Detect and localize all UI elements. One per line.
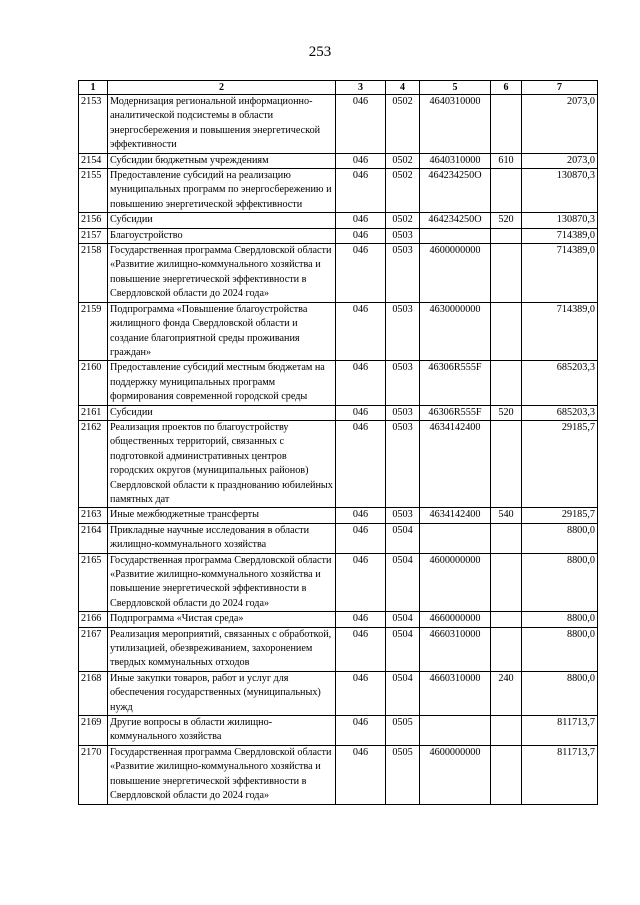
row-amount: 8800,0 xyxy=(522,523,598,553)
budget-table xyxy=(78,80,598,805)
row-ministry-code: 046 xyxy=(336,405,386,420)
row-target-code: 464234250О xyxy=(420,169,491,213)
row-section-code: 0503 xyxy=(386,228,420,243)
table-row xyxy=(79,612,598,627)
row-expense-type xyxy=(491,302,522,361)
row-ministry-code: 046 xyxy=(336,361,386,405)
table-row xyxy=(79,627,598,671)
row-section-code: 0504 xyxy=(386,627,420,671)
row-target-code: 46306R555F xyxy=(420,361,491,405)
row-ministry-code: 046 xyxy=(336,523,386,553)
table-row xyxy=(79,508,598,523)
row-amount: 2073,0 xyxy=(522,153,598,168)
row-target-code: 4600000000 xyxy=(420,553,491,612)
table-row xyxy=(79,405,598,420)
row-ministry-code: 046 xyxy=(336,745,386,804)
row-name: Предоставление субсидий местным бюджетам на поддержку муниципальных программ формирования современной городской среды xyxy=(108,361,336,405)
row-name: Иные межбюджетные трансферты xyxy=(108,508,336,523)
table-row xyxy=(79,420,598,507)
row-section-code: 0502 xyxy=(386,153,420,168)
table-row xyxy=(79,95,598,154)
row-target-code: 4600000000 xyxy=(420,244,491,303)
row-number: 2159 xyxy=(79,302,108,361)
row-name: Благоустройство xyxy=(108,228,336,243)
row-number: 2155 xyxy=(79,169,108,213)
column-header: 4 xyxy=(386,81,420,95)
table-row xyxy=(79,553,598,612)
row-section-code: 0505 xyxy=(386,716,420,746)
row-name: Прикладные научные исследования в области жилищно-коммунального хозяйства xyxy=(108,523,336,553)
table-row xyxy=(79,302,598,361)
row-number: 2166 xyxy=(79,612,108,627)
row-expense-type xyxy=(491,523,522,553)
row-section-code: 0503 xyxy=(386,508,420,523)
table-row xyxy=(79,361,598,405)
row-section-code: 0503 xyxy=(386,405,420,420)
column-header: 2 xyxy=(108,81,336,95)
row-target-code: 4600000000 xyxy=(420,745,491,804)
row-number: 2167 xyxy=(79,627,108,671)
row-section-code: 0504 xyxy=(386,523,420,553)
row-ministry-code: 046 xyxy=(336,95,386,154)
row-target-code xyxy=(420,523,491,553)
row-amount: 811713,7 xyxy=(522,716,598,746)
row-ministry-code: 046 xyxy=(336,302,386,361)
row-name: Субсидии xyxy=(108,213,336,228)
column-header: 1 xyxy=(79,81,108,95)
row-amount: 714389,0 xyxy=(522,302,598,361)
row-section-code: 0505 xyxy=(386,745,420,804)
row-section-code: 0502 xyxy=(386,213,420,228)
row-target-code: 46306R555F xyxy=(420,405,491,420)
row-target-code xyxy=(420,228,491,243)
row-name: Реализация проектов по благоустройству общественных территорий, связанных с подготовкой административных центров городских округов (муниципальных районов) Свердловской области к празднованию юбилейных памятных дат xyxy=(108,420,336,507)
table-row xyxy=(79,153,598,168)
row-number: 2153 xyxy=(79,95,108,154)
table-row xyxy=(79,745,598,804)
row-amount: 8800,0 xyxy=(522,553,598,612)
row-number: 2156 xyxy=(79,213,108,228)
row-amount: 714389,0 xyxy=(522,244,598,303)
row-expense-type xyxy=(491,228,522,243)
row-section-code: 0504 xyxy=(386,671,420,715)
row-ministry-code: 046 xyxy=(336,508,386,523)
row-target-code: 4660000000 xyxy=(420,612,491,627)
row-amount: 8800,0 xyxy=(522,627,598,671)
column-header: 6 xyxy=(491,81,522,95)
row-expense-type xyxy=(491,244,522,303)
row-expense-type xyxy=(491,361,522,405)
row-ministry-code: 046 xyxy=(336,228,386,243)
row-amount: 685203,3 xyxy=(522,361,598,405)
row-expense-type: 610 xyxy=(491,153,522,168)
row-expense-type xyxy=(491,716,522,746)
row-amount: 130870,3 xyxy=(522,169,598,213)
row-expense-type xyxy=(491,627,522,671)
row-amount: 8800,0 xyxy=(522,612,598,627)
column-header: 5 xyxy=(420,81,491,95)
table-body xyxy=(79,95,598,805)
row-name: Субсидии бюджетным учреждениям xyxy=(108,153,336,168)
row-number: 2163 xyxy=(79,508,108,523)
row-amount: 29185,7 xyxy=(522,420,598,507)
row-number: 2165 xyxy=(79,553,108,612)
row-expense-type: 540 xyxy=(491,508,522,523)
row-target-code: 4640310000 xyxy=(420,95,491,154)
row-expense-type xyxy=(491,745,522,804)
row-number: 2162 xyxy=(79,420,108,507)
row-target-code: 4630000000 xyxy=(420,302,491,361)
row-ministry-code: 046 xyxy=(336,716,386,746)
row-amount: 811713,7 xyxy=(522,745,598,804)
row-expense-type xyxy=(491,169,522,213)
row-ministry-code: 046 xyxy=(336,627,386,671)
table-row xyxy=(79,671,598,715)
row-target-code: 4640310000 xyxy=(420,153,491,168)
row-expense-type xyxy=(491,553,522,612)
row-section-code: 0504 xyxy=(386,612,420,627)
table-row xyxy=(79,523,598,553)
column-header: 3 xyxy=(336,81,386,95)
page-number: 253 xyxy=(308,44,332,60)
row-name: Иные закупки товаров, работ и услуг для обеспечения государственных (муниципальных) нужд xyxy=(108,671,336,715)
row-ministry-code: 046 xyxy=(336,169,386,213)
row-section-code: 0503 xyxy=(386,302,420,361)
table-row xyxy=(79,716,598,746)
row-name: Модернизация региональной информационно-аналитической подсистемы в области энергосбережения и повышения энергетической эффективности xyxy=(108,95,336,154)
row-amount: 29185,7 xyxy=(522,508,598,523)
row-amount: 2073,0 xyxy=(522,95,598,154)
row-section-code: 0502 xyxy=(386,95,420,154)
table-row xyxy=(79,244,598,303)
row-ministry-code: 046 xyxy=(336,244,386,303)
row-name: Реализация мероприятий, связанных с обработкой, утилизацией, обезвреживанием, захоронением твердых коммунальных отходов xyxy=(108,627,336,671)
row-expense-type: 240 xyxy=(491,671,522,715)
row-target-code: 4634142400 xyxy=(420,420,491,507)
row-expense-type xyxy=(491,420,522,507)
row-name: Государственная программа Свердловской области «Развитие жилищно-коммунального хозяйства и повышение энергетической эффективности в Свердловской области до 2024 года» xyxy=(108,553,336,612)
row-expense-type: 520 xyxy=(491,405,522,420)
row-ministry-code: 046 xyxy=(336,612,386,627)
row-target-code: 4660310000 xyxy=(420,627,491,671)
row-amount: 714389,0 xyxy=(522,228,598,243)
row-ministry-code: 046 xyxy=(336,671,386,715)
row-number: 2161 xyxy=(79,405,108,420)
row-name: Субсидии xyxy=(108,405,336,420)
row-number: 2169 xyxy=(79,716,108,746)
row-name: Подпрограмма «Чистая среда» xyxy=(108,612,336,627)
row-ministry-code: 046 xyxy=(336,153,386,168)
row-number: 2157 xyxy=(79,228,108,243)
row-ministry-code: 046 xyxy=(336,420,386,507)
row-expense-type xyxy=(491,95,522,154)
row-name: Другие вопросы в области жилищно-коммунального хозяйства xyxy=(108,716,336,746)
row-name: Подпрограмма «Повышение благоустройства жилищного фонда Свердловской области и создание благоприятной среды проживания граждан» xyxy=(108,302,336,361)
row-section-code: 0503 xyxy=(386,420,420,507)
column-header: 7 xyxy=(522,81,598,95)
row-ministry-code: 046 xyxy=(336,213,386,228)
row-name: Предоставление субсидий на реализацию муниципальных программ по энергосбережению и повышению энергетической эффективности xyxy=(108,169,336,213)
row-target-code xyxy=(420,716,491,746)
row-amount: 130870,3 xyxy=(522,213,598,228)
row-target-code: 464234250О xyxy=(420,213,491,228)
table-row xyxy=(79,169,598,213)
row-section-code: 0503 xyxy=(386,361,420,405)
row-amount: 685203,3 xyxy=(522,405,598,420)
row-expense-type: 520 xyxy=(491,213,522,228)
row-section-code: 0504 xyxy=(386,553,420,612)
row-number: 2170 xyxy=(79,745,108,804)
row-ministry-code: 046 xyxy=(336,553,386,612)
row-section-code: 0503 xyxy=(386,244,420,303)
table-header-row xyxy=(79,81,598,95)
row-number: 2168 xyxy=(79,671,108,715)
row-number: 2160 xyxy=(79,361,108,405)
row-name: Государственная программа Свердловской области «Развитие жилищно-коммунального хозяйства и повышение энергетической эффективности в Свердловской области до 2024 года» xyxy=(108,244,336,303)
row-number: 2158 xyxy=(79,244,108,303)
row-number: 2164 xyxy=(79,523,108,553)
row-name: Государственная программа Свердловской области «Развитие жилищно-коммунального хозяйства и повышение энергетической эффективности в Свердловской области до 2024 года» xyxy=(108,745,336,804)
row-target-code: 4634142400 xyxy=(420,508,491,523)
row-target-code: 4660310000 xyxy=(420,671,491,715)
table-row xyxy=(79,213,598,228)
row-section-code: 0502 xyxy=(386,169,420,213)
table-row xyxy=(79,228,598,243)
row-amount: 8800,0 xyxy=(522,671,598,715)
row-expense-type xyxy=(491,612,522,627)
row-number: 2154 xyxy=(79,153,108,168)
